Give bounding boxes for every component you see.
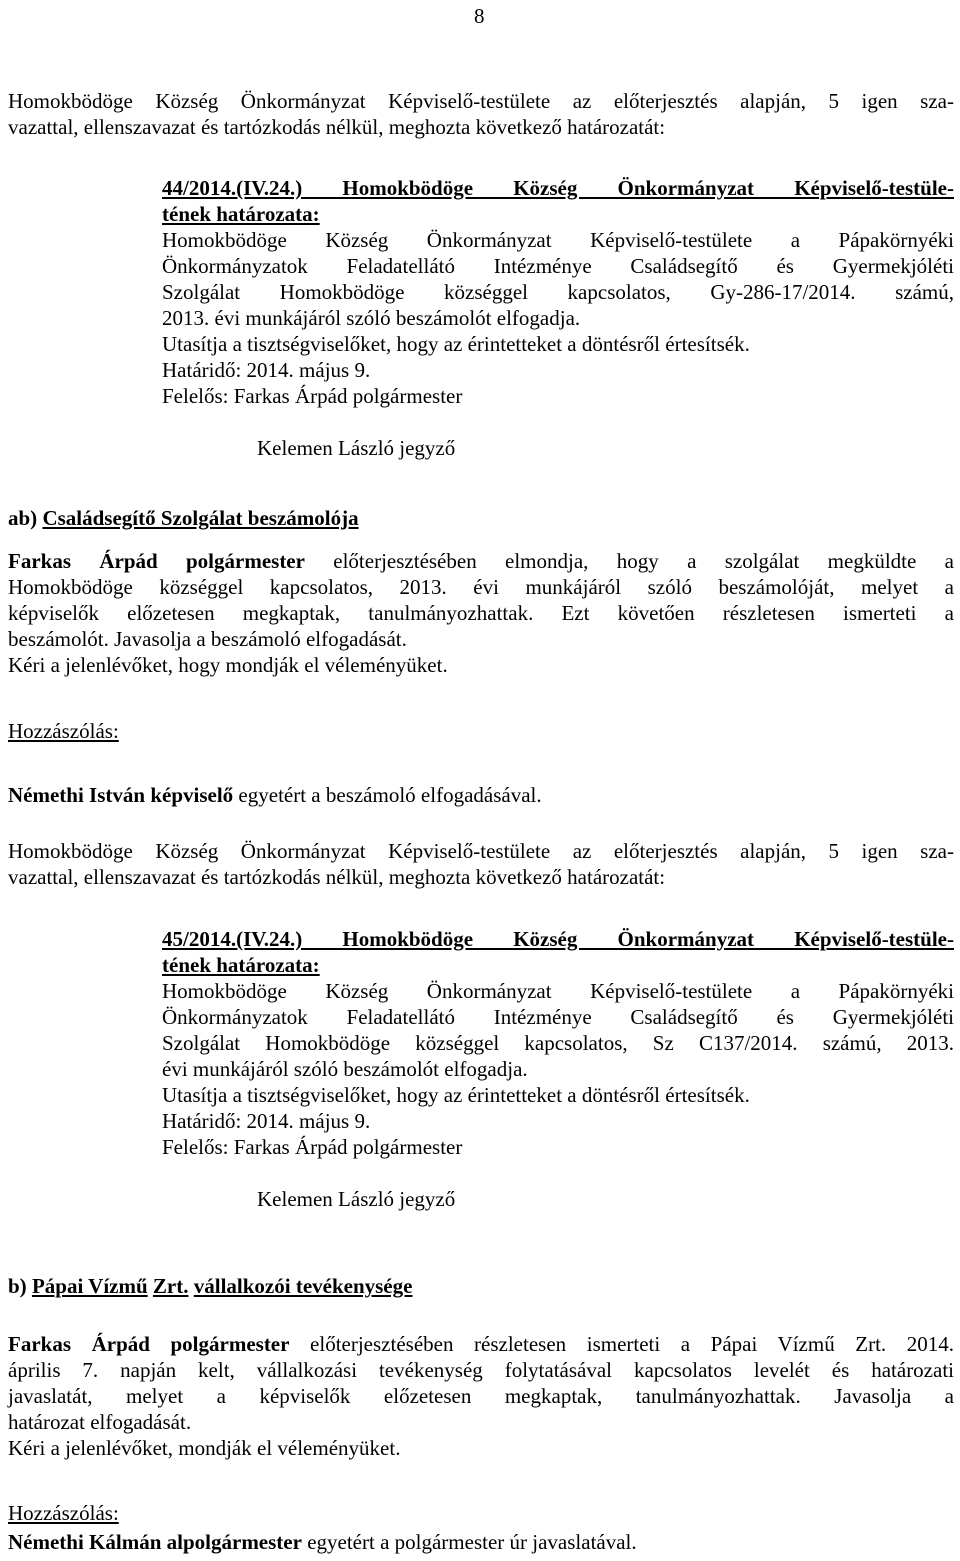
comment-line: Némethi Kálmán alpolgármester egyetért a polgármester úr javaslatával. (8, 1530, 637, 1554)
section-title-2: Zrt. (152, 1274, 189, 1298)
comment-label: Hozzászólás: (8, 1501, 119, 1525)
responsible: Felelős: Farkas Árpád polgármester (162, 384, 463, 408)
section-heading-b (8, 1273, 954, 1299)
text-line: Homokbödöge községgel kapcsolatos, 2013. évi munkájáról szóló beszámolóját, melyet a (8, 575, 954, 599)
resolution-44 (162, 175, 954, 409)
responsible-2: Kelemen László jegyző (257, 436, 456, 460)
text-line: Szolgálat Homokbödöge községgel kapcsolatos, Sz C137/2014. számú, 2013. (162, 1031, 954, 1055)
text-line: beszámolót. Javasolja a beszámoló elfogadását. (8, 627, 407, 651)
text-line: Homokbödöge Község Önkormányzat Képviselő-testülete a Pápakörnyéki (162, 979, 954, 1003)
speaker-name: Farkas Árpád polgármester (8, 549, 305, 573)
text-line: határozat elfogadását. (8, 1410, 192, 1434)
responsible-2: Kelemen László jegyző (257, 1187, 456, 1211)
text-line: Utasítja a tisztségviselőket, hogy az érintetteket a döntésről értesítsék. (162, 1083, 750, 1107)
text-line: Kéri a jelenlévőket, mondják el véleményüket. (8, 1436, 401, 1460)
resolution-heading: 45/2014.(IV.24.) Homokbödöge Község Önkormányzat Képviselő-testüle- (162, 927, 954, 951)
resolution-45 (162, 926, 954, 1160)
section-heading-ab (8, 505, 954, 531)
text-line: évi munkájáról szóló beszámolót elfogadja. (162, 1057, 528, 1081)
resolution-heading-cont: tének határozata: (162, 202, 320, 226)
text-line: Önkormányzatok Feladatellátó Intézménye Családsegítő és Gyermekjóléti (162, 1005, 954, 1029)
text-line: 2013. évi munkájáról szóló beszámolót elfogadja. (162, 306, 581, 330)
text-line: Homokbödöge Község Önkormányzat Képviselő-testülete az előterjesztés alapján, 5 igen sza- (8, 89, 954, 113)
text-line: április 7. napján kelt, vállalkozási tevékenység folytatásával kapcsolatos levelét és határozati (8, 1358, 954, 1382)
section-ab-paragraph: Farkas Árpád polgármester előterjesztésében elmondja, hogy a szolgálat megküldte a Homokbödöge községgel kapcsolatos, 2013. évi munkájáról szóló beszámolóját, melyet a képviselők előzetesen megkaptak, tanulmányozhattak. Ezt követően részletesen ismerteti a beszámolót. Javasolja a beszámoló elfogadását. Kéri a jelenlévőket, hogy mondják el véleményüket. (8, 549, 954, 677)
text-line: vazattal, ellenszavazat és tartózkodás nélkül, meghozta következő határozatát: (8, 115, 666, 139)
resolution-heading-cont: tének határozata: (162, 953, 320, 977)
speaker-name: Farkas Árpád polgármester (8, 1332, 290, 1356)
page-number: 8 (474, 4, 485, 28)
text-line: javaslatát, melyet a képviselők előzetesen megkaptak, tanulmányozhattak. Javasolja a (8, 1384, 954, 1408)
section-title: Családsegítő Szolgálat beszámolója (42, 506, 359, 530)
text-line: képviselők előzetesen megkaptak, tanulmányozhattak. Ezt követően részletesen ismerteti a (8, 601, 954, 625)
section-b-paragraph: Farkas Árpád polgármester előterjesztésében részletesen ismerteti a Pápai Vízmű Zrt. 2014. április 7. napján kelt, vállalkozási tevékenység folytatásával kapcsolatos levelét és határozati javaslatát, melyet a képviselők előzetesen megkaptak, tanulmányozhattak. Javasolja a határozat elfogadását. Kéri a jelenlévőket, mondják el véleményüket. (8, 1332, 955, 1460)
section-prefix: ab) (8, 506, 38, 530)
text-line: Homokbödöge Község Önkormányzat Képviselő-testülete a Pápakörnyéki (162, 228, 954, 252)
commenter-name: Némethi István képviselő (8, 783, 234, 807)
text-line: Önkormányzatok Feladatellátó Intézménye Családsegítő és Gyermekjóléti (162, 254, 954, 278)
comment-line: Némethi István képviselő egyetért a beszámoló elfogadásával. (8, 783, 542, 807)
resolution-heading: 44/2014.(IV.24.) Homokbödöge Község Önkormányzat Képviselő-testüle- (162, 176, 954, 200)
section-title-3: vállalkozói tevékenysége (193, 1274, 413, 1298)
text-line: Homokbödöge Község Önkormányzat Képviselő-testülete az előterjesztés alapján, 5 igen sza- (8, 839, 954, 863)
section-prefix: b) (8, 1274, 27, 1298)
deadline: Határidő: 2014. május 9. (162, 1109, 371, 1133)
text-line: vazattal, ellenszavazat és tartózkodás nélkül, meghozta következő határozatát: (8, 865, 666, 889)
intro-paragraph-2 (8, 838, 954, 890)
responsible: Felelős: Farkas Árpád polgármester (162, 1135, 463, 1159)
comment-label: Hozzászólás: (8, 719, 119, 743)
section-title-1: Pápai Vízmű (31, 1274, 148, 1298)
text-line: Szolgálat Homokbödöge községgel kapcsolatos, Gy-286-17/2014. számú, (162, 280, 954, 304)
deadline: Határidő: 2014. május 9. (162, 358, 371, 382)
intro-paragraph-1 (8, 88, 954, 140)
text-line: Kéri a jelenlévőket, hogy mondják el véleményüket. (8, 653, 448, 677)
commenter-name: Némethi Kálmán alpolgármester (8, 1530, 302, 1554)
text-line: Utasítja a tisztségviselőket, hogy az érintetteket a döntésről értesítsék. (162, 332, 750, 356)
